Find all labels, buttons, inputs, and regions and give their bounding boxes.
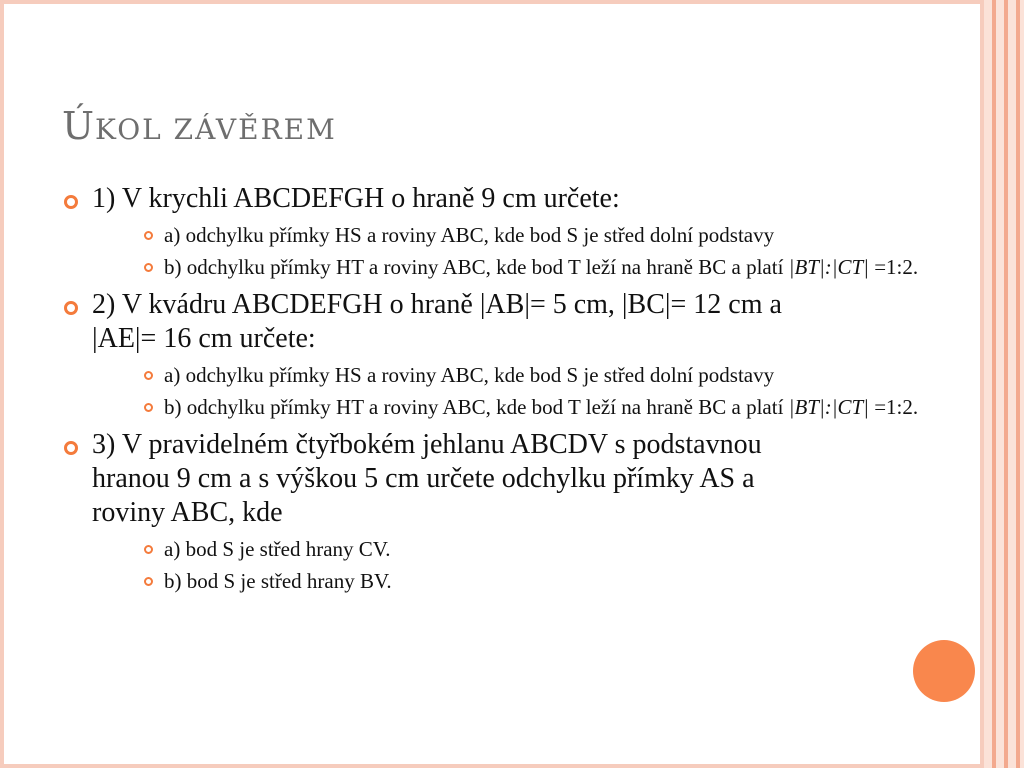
math-ratio: |BT|:|CT| — [788, 395, 869, 419]
decor-stripe — [1020, 0, 1024, 768]
bullet-item — [62, 182, 922, 216]
sub-bullet-item — [62, 568, 922, 594]
sub-bullet-circle-icon — [144, 577, 153, 586]
sub-bullet-item — [62, 536, 922, 562]
title-rest: KOL ZÁVĚREM — [95, 113, 337, 146]
decor-stripe — [996, 0, 1004, 768]
bullet-circle-icon — [64, 195, 78, 209]
math-ratio: |BT|:|CT| — [788, 255, 869, 279]
sub-bullet-circle-icon — [144, 231, 153, 240]
bullet-item — [62, 288, 922, 356]
title-initial: Ú — [62, 104, 96, 148]
sub-bullet-text: b) odchylku přímky HT a roviny ABC, kde bod T leží na hraně BC a platí — [164, 395, 789, 419]
bullet-text: 3) V pravidelném čtyřbokém jehlanu ABCDV s podstavnou hranou 9 cm a s výškou 5 cm určete odchylku přímky AS a roviny ABC, kde — [92, 429, 762, 528]
sub-bullet-circle-icon — [144, 545, 153, 554]
decor-stripe — [984, 0, 992, 768]
bullet-text: 2) V kvádru ABCDEFGH o hraně |AB|= 5 cm, |BC|= 12 cm a |AE|= 16 cm určete: — [92, 289, 782, 354]
sub-bullet-text: b) odchylku přímky HT a roviny ABC, kde bod T leží na hraně BC a platí — [164, 255, 789, 279]
sub-bullet-text: a) odchylku přímky HS a roviny ABC, kde bod S je střed dolní podstavy — [164, 223, 775, 247]
slide-title — [62, 104, 337, 148]
bullet-circle-icon — [64, 441, 78, 455]
decor-stripe — [1008, 0, 1016, 768]
bullet-circle-icon — [64, 301, 78, 315]
sub-bullet-text-end: =1:2. — [868, 255, 919, 279]
bullet-item — [62, 428, 922, 530]
sub-bullet-item — [62, 394, 922, 420]
bullet-text: 1) V krychli ABCDEFGH o hraně 9 cm určete: — [92, 183, 620, 214]
sub-bullet-item — [62, 362, 922, 388]
sub-bullet-text: b) bod S je střed hrany BV. — [164, 569, 392, 593]
sub-bullet-text: a) bod S je střed hrany CV. — [164, 537, 391, 561]
sub-bullet-item — [62, 254, 922, 280]
sub-bullet-text: a) odchylku přímky HS a roviny ABC, kde bod S je střed dolní podstavy — [164, 363, 775, 387]
decor-circle — [913, 640, 975, 702]
sub-bullet-circle-icon — [144, 263, 153, 272]
sub-bullet-text-end: =1:2. — [868, 395, 919, 419]
sub-bullet-item — [62, 222, 922, 248]
sub-bullet-circle-icon — [144, 403, 153, 412]
sub-bullet-circle-icon — [144, 371, 153, 380]
slide-content — [62, 180, 922, 594]
